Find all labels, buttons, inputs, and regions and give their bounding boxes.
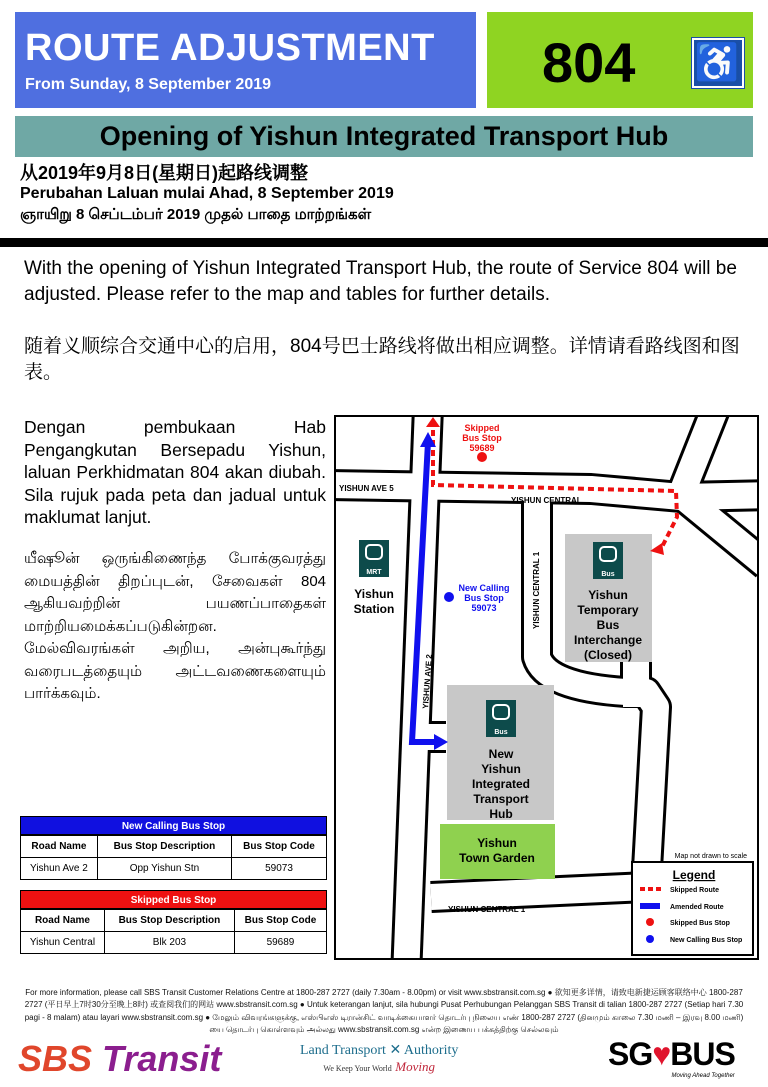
route-map	[334, 415, 759, 960]
new-stop-marker	[444, 592, 454, 602]
legend-amended-route-swatch	[640, 903, 660, 909]
col-header: Bus Stop Description	[97, 836, 231, 858]
skipped-stop-label: Skipped Bus Stop 59689	[462, 423, 502, 453]
col-header: Bus Stop Code	[234, 910, 326, 932]
bus-icon	[486, 700, 516, 737]
new-stop-table	[20, 816, 327, 880]
route-number: 804	[542, 31, 636, 94]
subtitle-ta: ஞாயிறு 8 செப்டம்பர் 2019 முதல் பாதை மாற்றங்கள்	[20, 206, 372, 223]
body-ms: Dengan pembukaan Hab Pengangkutan Bersepadu Yishun, laluan Perkhidmatan 804 akan diubah. Sila rujuk pada peta dan jadual untuk maklumat lanjut.	[24, 417, 326, 527]
temp-interchange-label: Yishun Temporary Bus Interchange (Closed)	[573, 588, 643, 662]
effective-date: From Sunday, 8 September 2019	[25, 76, 272, 93]
bus-icon	[593, 542, 623, 579]
banner: Opening of Yishun Integrated Transport Hub	[15, 116, 753, 157]
body-en: With the opening of Yishun Integrated Transport Hub, the route of Service 804 will be adjusted. Please refer to the map and tables for further details.	[24, 258, 737, 305]
page-title: ROUTE ADJUSTMENT	[25, 27, 435, 69]
mrt-label: Yishun Station	[353, 587, 395, 616]
cell: 59689	[234, 932, 326, 954]
divider	[0, 238, 768, 247]
table-caption: Skipped Bus Stop	[20, 890, 327, 909]
svg-text:Bus: Bus	[494, 729, 508, 736]
svg-text:Bus: Bus	[601, 571, 615, 578]
subtitle-zh: 从2019年9月8日(星期日)起路线调整	[20, 163, 309, 183]
col-header: Bus Stop Code	[232, 836, 327, 858]
road-label-ave5: YISHUN AVE 5	[339, 484, 394, 493]
cell: Opp Yishun Stn	[97, 858, 231, 880]
legend-item: Skipped Bus Stop	[670, 920, 730, 927]
cell: 59073	[232, 858, 327, 880]
sgbus-logo: SG♥BUS Moving Ahead Together	[608, 1036, 735, 1079]
multilingual-subtitles	[20, 162, 394, 226]
map-legend	[632, 862, 753, 955]
new-stop-label: New Calling Bus Stop 59073	[458, 583, 510, 613]
road-label-ave2: YISHUN AVE 2	[421, 653, 434, 710]
road-label-central: YISHUN CENTRAL	[511, 496, 582, 505]
sbs-transit-logo: SBS Transit	[18, 1038, 222, 1079]
scale-note: Map not drawn to scale	[674, 853, 747, 860]
legend-new-stop-swatch	[646, 935, 654, 943]
route-box	[487, 12, 753, 108]
table-row	[21, 932, 327, 954]
cell: Blk 203	[104, 932, 234, 954]
legend-skipped-stop-swatch	[646, 918, 654, 926]
skipped-stop-table	[20, 890, 327, 954]
skipped-stop-marker	[477, 452, 487, 462]
road-label-central1-v: YISHUN CENTRAL 1	[532, 551, 541, 629]
new-hub-label: New Yishun Integrated Transport Hub	[471, 747, 531, 821]
col-header: Bus Stop Description	[104, 910, 234, 932]
body-ta: யீஷூன் ஒருங்கிணைந்த போக்குவரத்து மையத்தின் திறப்புடன், சேவைகள் 804 ஆகியவற்றின் பயணப்பாதைகள் மாற்றியமைக்கப்படுகின்றன. மேல்விவரங்கள் அறிய, அன்புகூர்ந்து வரைபடத்தையும் அட்டவணைகளையும் பார்க்கவும்.	[24, 550, 326, 702]
legend-title: Legend	[672, 868, 716, 882]
table-row	[21, 858, 327, 880]
wheelchair-icon: ♿	[692, 38, 744, 88]
legend-item: Amended Route	[670, 904, 724, 911]
body-zh: 随着义顺综合交通中心的启用，804号巴士路线将做出相应调整。详情请看路线图和图表。	[24, 336, 740, 383]
col-header: Road Name	[21, 910, 105, 932]
cell: Yishun Central	[21, 932, 105, 954]
road-label-central1-h: YISHUN CENTRAL 1	[448, 905, 526, 914]
table-caption: New Calling Bus Stop	[20, 816, 327, 835]
mrt-badge	[359, 540, 389, 577]
garden-label: Yishun Town Garden	[459, 836, 535, 865]
footer-contact-info: For more information, please call SBS Transit Customer Relations Centre at 1800-287 2727 (daily 7.30am - 8.00pm) or visit www.sbstransit.com.sg ● 欲知更多详情，请致电新捷运顾客联络中心 1800-287 2727 (平日早上7时30分至晚上8时) 或查阅我们的网站 www.sbstransit.com.sg ● Untuk keterangan lanjut, sila hubungi Pusat Perhubungan Pelanggan SBS Transit di talian 1800-287 2727 (Setiap hari 7.30 pagi - 8 malam) atau layari www.sbstransit.com.sg ● மேலும் விவரங்களுக்கு, எஸ்பிஎஸ் டிரான்சிட் வாடிக்கையாளர் தொடர்பு நிலைய எண் 1800-287 2727 (தினமும் காலை 7.30 மணி – இரவு 8.00 மணி) யை தொடர்பு கொள்ளவும் அல்லது www.sbstransit.com.sg என்ற இணைய பக்கத்திற்கு செல்லவும்	[24, 988, 744, 1034]
svg-text:MRT: MRT	[366, 569, 382, 576]
lta-logo: Land Transport ✕ Authority We Keep Your World Moving	[300, 1043, 459, 1074]
legend-item: Skipped Route	[670, 887, 720, 894]
cell: Yishun Ave 2	[21, 858, 98, 880]
legend-item: New Calling Bus Stop	[670, 937, 743, 944]
header-title-box	[15, 12, 476, 108]
col-header: Road Name	[21, 836, 98, 858]
subtitle-ms: Perubahan Laluan mulai Ahad, 8 September 2019	[20, 185, 394, 202]
